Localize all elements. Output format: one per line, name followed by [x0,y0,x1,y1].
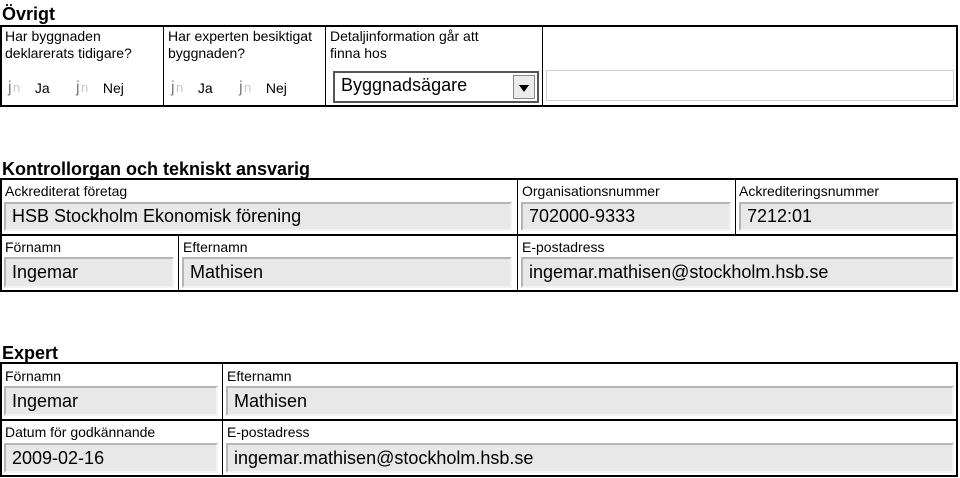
radio-label: Ja [197,80,213,96]
company-label: Ackrediterat företag [5,183,128,199]
radio-label: Nej [102,80,124,96]
email-field[interactable]: ingemar.mathisen@stockholm.hsb.se [521,257,954,288]
divider [325,26,326,106]
divider [0,234,958,236]
company-field[interactable]: HSB Stockholm Ekonomisk förening [4,202,512,231]
details-extra-field[interactable] [546,70,954,101]
approval-date-field[interactable]: 2009-02-16 [4,443,218,473]
lastname-label: Efternamn [183,239,248,255]
divider [163,26,164,106]
expert-email-field[interactable]: ingemar.mathisen@stockholm.hsb.se [226,443,954,473]
kontroll-heading: Kontrollorgan och tekniskt ansvarig [2,159,311,179]
radio-inspected-yes[interactable] [171,80,213,96]
radio-declared-yes[interactable] [8,80,50,96]
divider [542,26,543,106]
select-value: Byggnadsägare [341,75,468,95]
orgnr-field[interactable]: 702000-9333 [521,202,731,231]
orgnr-label: Organisationsnummer [522,183,660,199]
email-label: E-postadress [522,239,605,255]
ackr-label: Ackrediteringsnummer [739,183,880,199]
question-inspected-label: Har experten besiktigat byggnaden? [168,28,312,61]
radio-inspected-no[interactable] [239,80,287,96]
radio-icon: j n [239,79,252,97]
radio-icon: j n [8,79,21,97]
radio-label: Nej [265,80,287,96]
approval-date-label: Datum för godkännande [5,424,156,440]
chevron-down-icon[interactable] [513,75,535,99]
question-declared-label: Har byggnaden deklarerats tidigare? [5,28,132,61]
expert-firstname-label: Förnamn [5,368,62,384]
expert-lastname-label: Efternamn [227,368,292,384]
firstname-label: Förnamn [5,239,62,255]
divider [517,179,518,291]
divider [735,179,736,235]
firstname-field[interactable]: Ingemar [4,257,174,288]
radio-label: Ja [34,80,50,96]
divider [178,236,179,291]
ovrigt-heading: Övrigt [2,4,56,24]
radio-icon: j n [76,79,89,97]
divider [222,363,223,476]
divider [0,419,958,421]
radio-icon: j n [171,79,184,97]
lastname-field[interactable]: Mathisen [182,257,512,288]
question-details-label: Detaljinformation går att finna hos [330,28,479,61]
radio-declared-no[interactable] [76,80,124,96]
expert-heading: Expert [2,343,59,363]
ackr-field[interactable]: 7212:01 [739,202,954,231]
expert-email-label: E-postadress [227,424,310,440]
expert-firstname-field[interactable]: Ingemar [4,386,218,416]
expert-lastname-field[interactable]: Mathisen [226,386,954,416]
details-source-select[interactable] [333,71,539,103]
